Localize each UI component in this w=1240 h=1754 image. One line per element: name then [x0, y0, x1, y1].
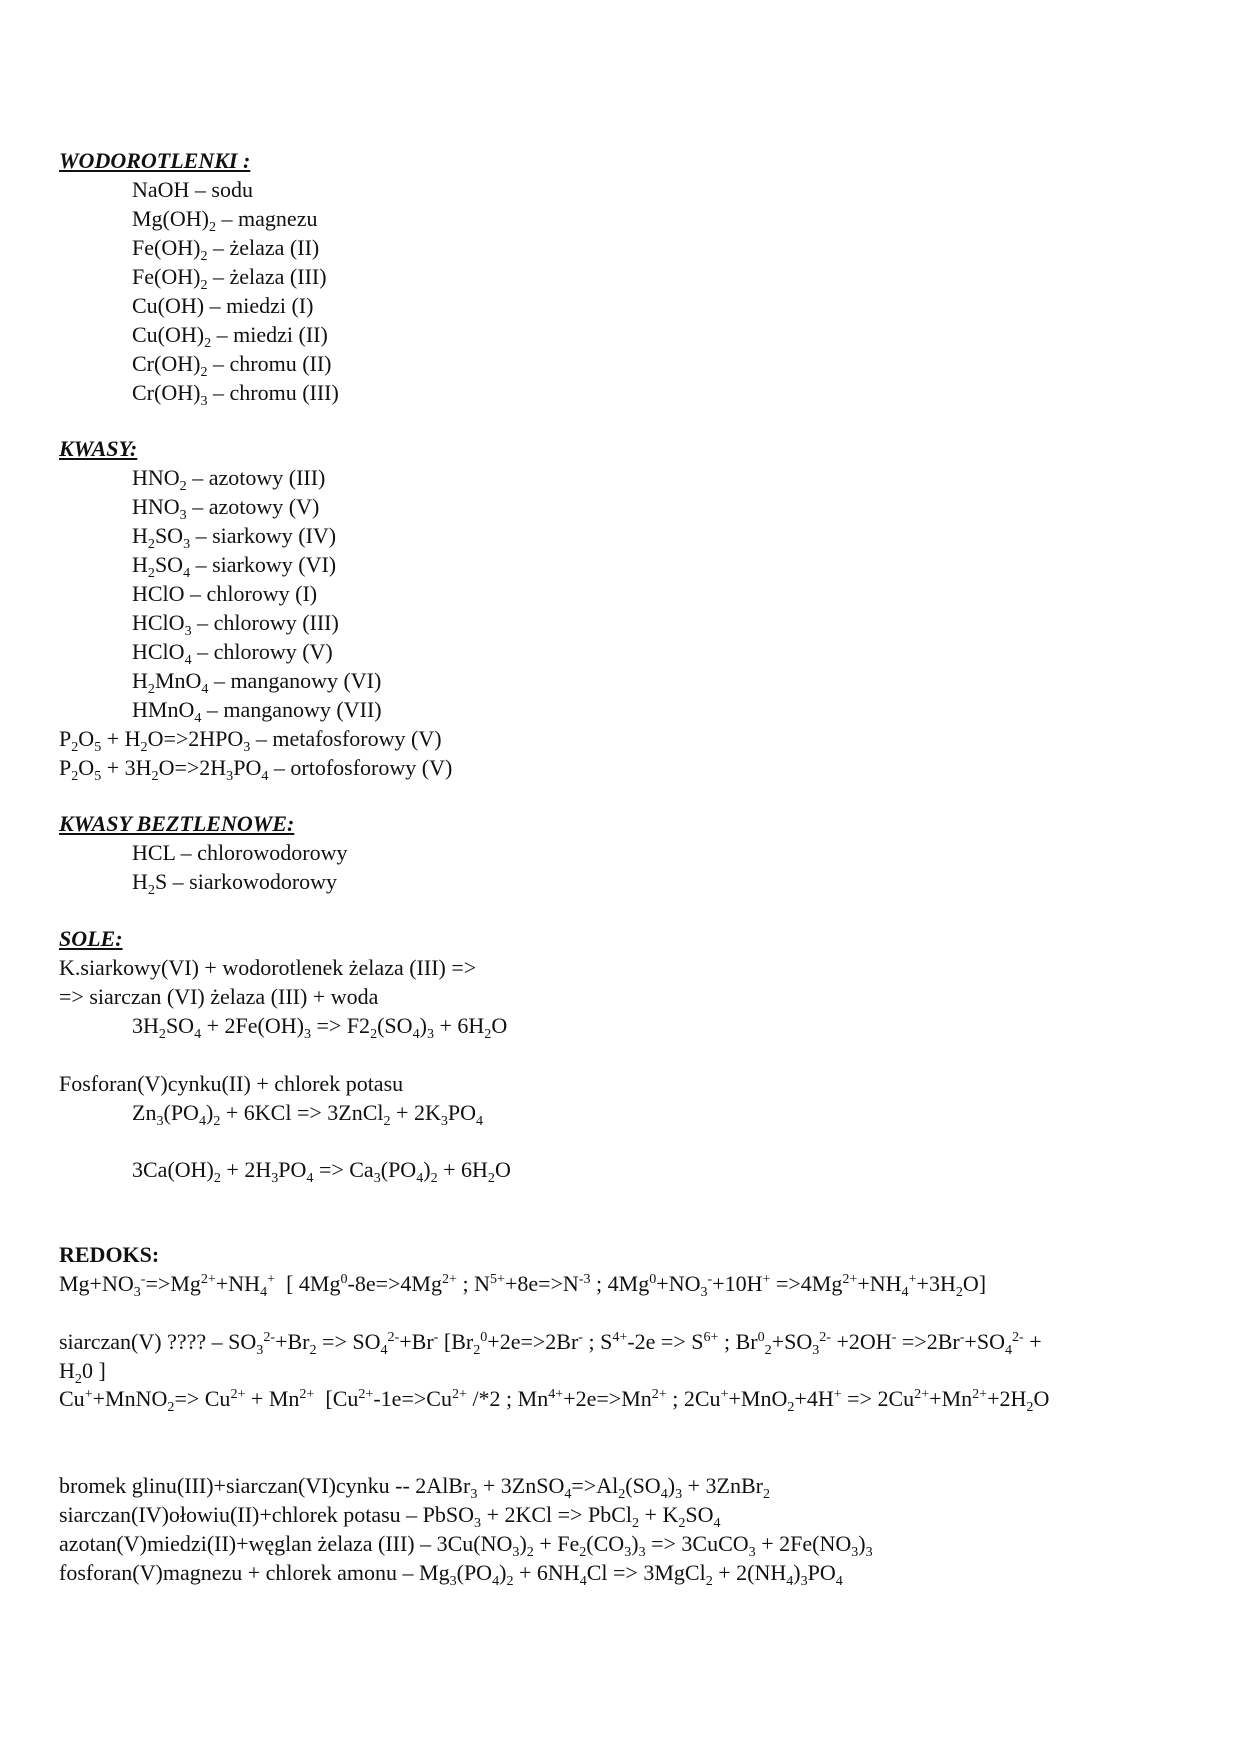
text-line: HClO – chlorowy (I) — [132, 581, 318, 606]
section-heading: WODOROTLENKI : — [59, 148, 251, 173]
text-line: azotan(V)miedzi(II)+węglan żelaza $(III) - 3Cu(NO_3)_2 + Fe_2(CO_3)_3$ => 3CuCO$_3$ + $2Fe(NO_3)_3$ — [59, 1531, 873, 1560]
text-line: $3H_2SO_4 + 2Fe(OH)_3 => F2_2(SO_4)_3 + 6H_2O$ — [132, 1013, 508, 1042]
text-line: $3Ca(OH)_2 + 2H_3PO_4 => Ca_3(PO_4)_2 + 6H_2O$ — [132, 1157, 511, 1186]
section-heading: REDOKS: — [59, 1242, 160, 1267]
text-line: Fosforan(V)cynku(II) + chlorek potasu — [59, 1071, 404, 1096]
text-line: K.siarkowy(VI) + wodorotlenek żelaza (III) => — [59, 955, 477, 980]
text-line: => siarczan (VI) żelaza (III) + woda — [59, 984, 379, 1009]
text-line: $P_2O_5 + 3H_2O=>2H_3PO_4$ – ortofosforowy (V) — [59, 755, 453, 784]
text-line: siarczan(V) ???? – $SO_3^{2-}+Br_2 => SO_4^{2-}+Br^-$ [$Br_2^0+2e=>2Br^-$ ; $S^{4+}-2e => S^{6+}$ ; $Br^0_2+SO_3^{2-} +2OH^- =>2Br^-+SO_4^{2-}$ + — [59, 1329, 1042, 1358]
text-line: $H_2MnO_4$ – manganowy (VI) — [132, 668, 382, 697]
text-line: $P_2O_5 + H_2O=>2HPO_3$ – metafosforowy (V) — [59, 726, 442, 755]
text-line: $Cr(OH)_2$ – chromu (II) — [132, 351, 332, 380]
text-line: $H_2S$ – siarkowodorowy — [132, 869, 338, 898]
text-line: $HNO_2$ – azotowy (III) — [132, 465, 326, 494]
text-line: $Mg(OH)_2$ – magnezu — [132, 206, 318, 235]
section-heading: KWASY BEZTLENOWE: — [59, 811, 295, 836]
text-line: HCL – chlorowodorowy — [132, 840, 348, 865]
text-line: HClO$_4$ – chlorowy (V) — [132, 639, 333, 668]
text-line: $Fe(OH)_2$ – żelaza (III) — [132, 264, 327, 293]
text-line: Cu(OH) – miedzi (I) — [132, 293, 314, 318]
text-line: Cu++MnNO$_2$=> $Cu^{2+} + Mn^{2+}$ [$Cu^{2+}-1e=>Cu^{2+}$ /*2 ; $Mn^{4+}+2e=>Mn^{2+}$ ; $2Cu^++MnO_2+4H^+ => 2Cu^{2+}+Mn^{2+}+2H_2O$ — [59, 1386, 1050, 1415]
text-line: fosforan(V)magnezu + chlorek amonu – $Mg_3(PO_4)_2 + 6NH_4Cl$ => 3MgCl$_2$ + $2(NH_4)_3PO_4$ — [59, 1560, 843, 1589]
text-line: $H_20$ ] — [59, 1358, 106, 1387]
text-line: $Cu(OH)_2$ – miedzi (II) — [132, 322, 328, 351]
text-line: $HNO_3$ – azotowy (V) — [132, 494, 320, 523]
section-heading: KWASY: — [59, 436, 138, 461]
text-line: HMnO$_4$ – manganowy (VII) — [132, 697, 382, 726]
text-line: $Mg+NO_3^-=>Mg^{2+}+NH_4^+$ [ $4Mg^0-8e=>4Mg^{2+}$ ; $N^{5+}+8e=>N^{-3}$ ; $4Mg^0+NO_3^-+10H^+ =>4Mg^{2+}+NH_4^++3H_2O$] — [59, 1271, 987, 1300]
text-line: $Fe(OH)_2$ – żelaza (II) — [132, 235, 320, 264]
text-line: HClO$_3$ – chlorowy (III) — [132, 610, 339, 639]
text-line: $H_2SO_3$ – siarkowy (IV) — [132, 523, 337, 552]
section-heading: SOLE: — [59, 926, 123, 951]
text-line: $Zn_3(PO_4)_2 + 6KCl$ => 3ZnCl$_2$ + $2K_3PO_4$ — [132, 1100, 484, 1129]
text-line: bromek glinu(III)+siarczan(VI)cynku -- 2AlBr$_3$ + $3ZnSO_4=>Al_2(SO_4)_3$ + 3ZnBr$_2$ — [59, 1473, 771, 1502]
text-line: NaOH – sodu — [132, 177, 253, 202]
text-line: siarczan(IV)ołowiu(II)+chlorek potasu – PbSO$_3$ + 2KCl => PbCl$_2$ + $K_2SO_4$ — [59, 1502, 721, 1531]
text-line: $H_2SO_4$ – siarkowy (VI) — [132, 552, 337, 581]
text-line: $Cr(OH)_3$ – chromu (III) — [132, 380, 339, 409]
